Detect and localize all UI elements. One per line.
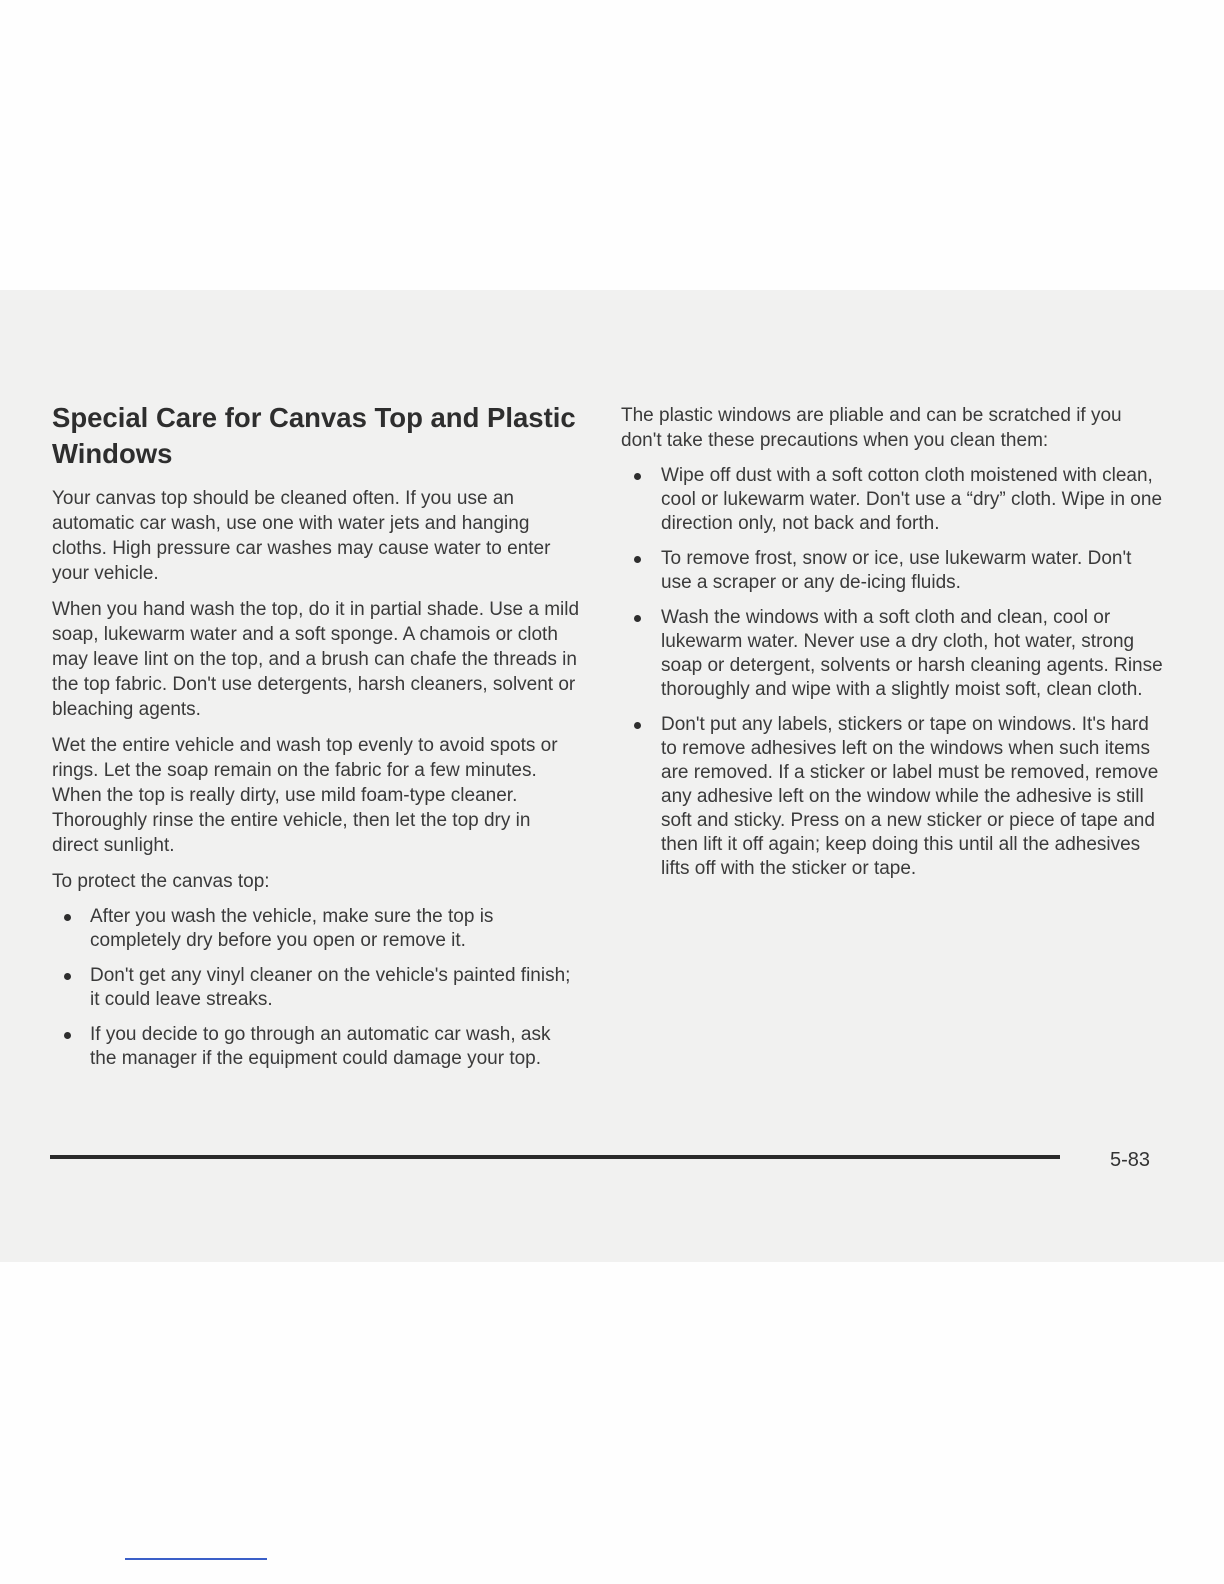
- list-item-text: To remove frost, snow or ice, use lukewarm water. Don't use a scraper or any de-icing fluids.: [661, 548, 1132, 593]
- list-item-text: Don't get any vinyl cleaner on the vehicle's painted finish; it could leave streaks.: [90, 965, 571, 1010]
- canvas-top-bullet-list: [52, 905, 582, 1071]
- footer-rule: [50, 1155, 1060, 1159]
- paragraph: Your canvas top should be cleaned often. If you use an automatic car wash, use one with water jets and hanging cloths. High pressure car washes may cause water to enter your vehicle.: [52, 488, 551, 584]
- list-item: [52, 905, 582, 953]
- list-item-text: If you decide to go through an automatic car wash, ask the manager if the equipment could damage your top.: [90, 1024, 551, 1069]
- paragraph: The plastic windows are pliable and can be scratched if you don't take these precautions when you clean them:: [621, 405, 1122, 451]
- bullet-icon: [634, 556, 641, 563]
- list-item: [621, 464, 1166, 536]
- paragraph: To protect the canvas top:: [52, 871, 270, 892]
- bullet-icon: [634, 615, 641, 622]
- bullet-icon: [634, 473, 641, 480]
- list-item: [621, 547, 1166, 595]
- list-item-text: After you wash the vehicle, make sure the top is completely dry before you open or remove it.: [90, 906, 494, 951]
- list-item-text: Don't put any labels, stickers or tape on windows. It's hard to remove adhesives left on the windows when such items are removed. If a sticker or label must be removed, remove any adhesive left on the window while the adhesive is still soft and sticky. Press on a new sticker or piece of tape and then lift it off again; keep doing this until all the adhesives lifts off with the sticker or tape.: [661, 714, 1159, 879]
- bullet-icon: [64, 1032, 71, 1039]
- left-column: [52, 400, 582, 1082]
- right-column: [621, 403, 1166, 892]
- section-heading: Special Care for Canvas Top and Plastic Windows: [52, 402, 576, 469]
- link-underline[interactable]: [125, 1558, 267, 1560]
- list-item: [621, 606, 1166, 702]
- list-item: [52, 964, 582, 1012]
- list-item-text: Wash the windows with a soft cloth and clean, cool or lukewarm water. Never use a dry cloth, hot water, strong soap or detergent, solvents or harsh cleaning agents. Rinse thoroughly and wipe with a slightly moist soft, clean cloth.: [661, 607, 1163, 700]
- page-number: 5-83: [1110, 1149, 1151, 1171]
- list-item: [52, 1023, 582, 1071]
- bullet-icon: [634, 722, 641, 729]
- list-item: [621, 713, 1166, 881]
- list-item-text: Wipe off dust with a soft cotton cloth moistened with clean, cool or lukewarm water. Don't use a “dry” cloth. Wipe in one direction only, not back and forth.: [661, 465, 1163, 534]
- windows-bullet-list: [621, 464, 1166, 881]
- bullet-icon: [64, 914, 71, 921]
- paragraph: Wet the entire vehicle and wash top evenly to avoid spots or rings. Let the soap remain on the fabric for a few minutes. When the top is really dirty, use mild foam-type cleaner. Thoroughly rinse the entire vehicle, then let the top dry in direct sunlight.: [52, 735, 558, 856]
- paragraph: When you hand wash the top, do it in partial shade. Use a mild soap, lukewarm water and a soft sponge. A chamois or cloth may leave lint on the top, and a brush can chafe the threads in the top fabric. Don't use detergents, harsh cleaners, solvent or bleaching agents.: [52, 599, 580, 720]
- bullet-icon: [64, 973, 71, 980]
